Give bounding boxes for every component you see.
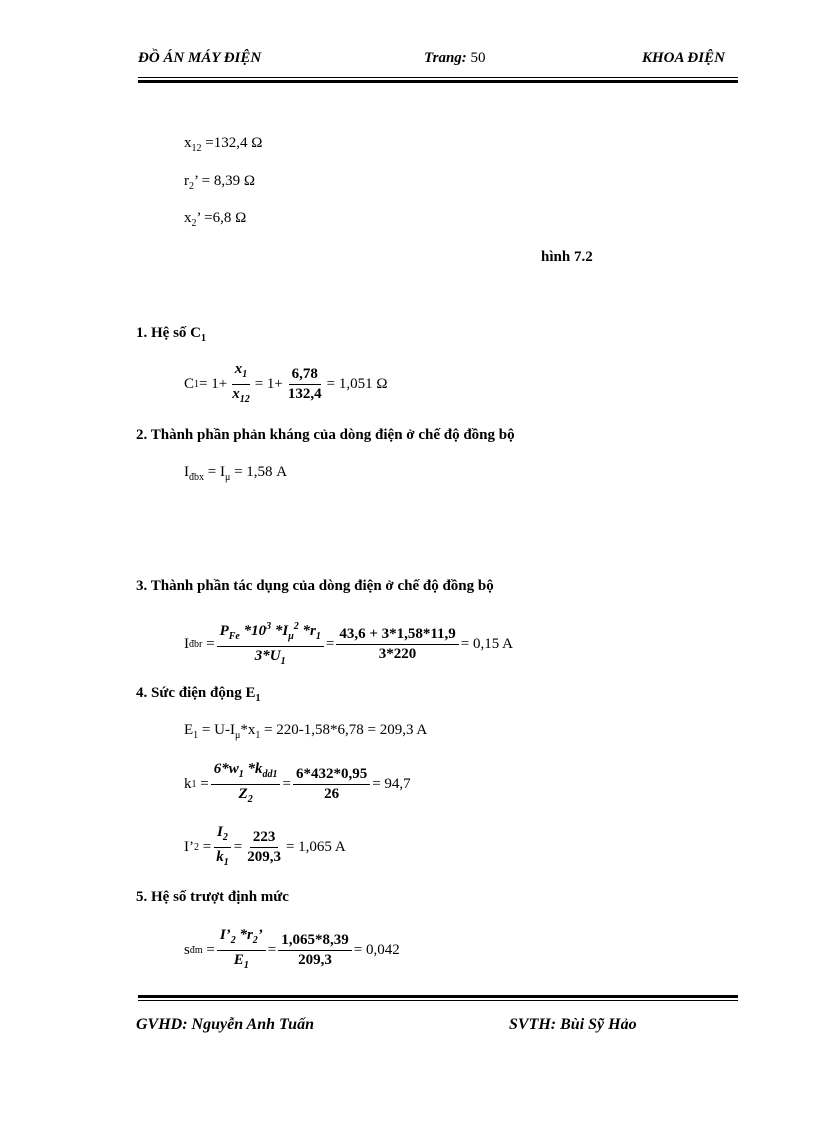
footer-right: SVTH: Bùi Sỹ Hảo xyxy=(509,1016,637,1033)
section-2-title: 2. Thành phần phản kháng của dòng điện ở chế độ đồng bộ xyxy=(136,427,515,443)
footer-left: GVHD: Nguyễn Anh Tuấn xyxy=(136,1016,314,1033)
section-1-title: 1. Hệ số $C_1$ xyxy=(136,325,206,344)
param-r2-prime: $r_2$’ = 8,39 Ω xyxy=(184,173,255,192)
equation-e1: $E_1 = U-I_\mu*x_1 = 220-1,58*6,78 = 209,3$ A xyxy=(184,722,428,741)
footer-rule-thick xyxy=(138,995,738,998)
header-left: ĐỒ ÁN MÁY ĐIỆN xyxy=(138,50,262,66)
section-5-title: 5. Hệ số trượt định mức xyxy=(136,889,289,905)
section-3-title: 3. Thành phần tác dụng của dòng điện ở chế độ đồng bộ xyxy=(136,578,494,594)
equation-i2-prime: I’ 2 = $\frac{I_2}{k_1}$ = $\frac{223}{209,3}$ = 1,065 A xyxy=(184,824,346,868)
equation-c1: C 1 = 1+ $\frac{x_1}{x_{12}}$ = 1+ $\frac{6,78}{132,4}$ = 1,051 Ω xyxy=(184,361,388,405)
page-number: 50 xyxy=(470,50,486,66)
footer-rule-thin xyxy=(138,1000,738,1001)
param-x2-prime: $x_2$’ =6,8 Ω xyxy=(184,210,247,229)
header-page xyxy=(424,50,486,67)
param-x12: $x_{12} =132,4$ Ω xyxy=(184,135,263,154)
figure-caption: hình 7.2 xyxy=(541,249,593,265)
header-rule-thin xyxy=(138,77,738,78)
equation-k1: k 1 = $\frac{6*w_1 *k_{dd1}}{Z_2}$ = $\frac{6*432*0,95}{26}$ = 94,7 xyxy=(184,761,411,805)
header-right: KHOA ĐIỆN xyxy=(642,50,725,66)
equation-sdm: s đm = $\frac{I’_2 *r_2’}{E_1}$ = $\frac{1,065*8,39}{209,3}$ = 0,042 xyxy=(184,927,400,971)
page-label: Trang: xyxy=(424,50,467,66)
equation-idbx: $I_{đbx} = I_\mu = 1,58$ A xyxy=(184,464,288,483)
header-rule-thick xyxy=(138,80,738,83)
section-4-title: 4. Sức điện động $E_1$ xyxy=(136,685,261,704)
equation-idbr: I đbr = $\frac{P_{Fe} *10^3 *I_\mu^2 *r_1}{3*U_1}$ = $\frac{43,6 + 3*1,58*11,9}{3*220}$ = 0,15 A xyxy=(184,617,513,671)
